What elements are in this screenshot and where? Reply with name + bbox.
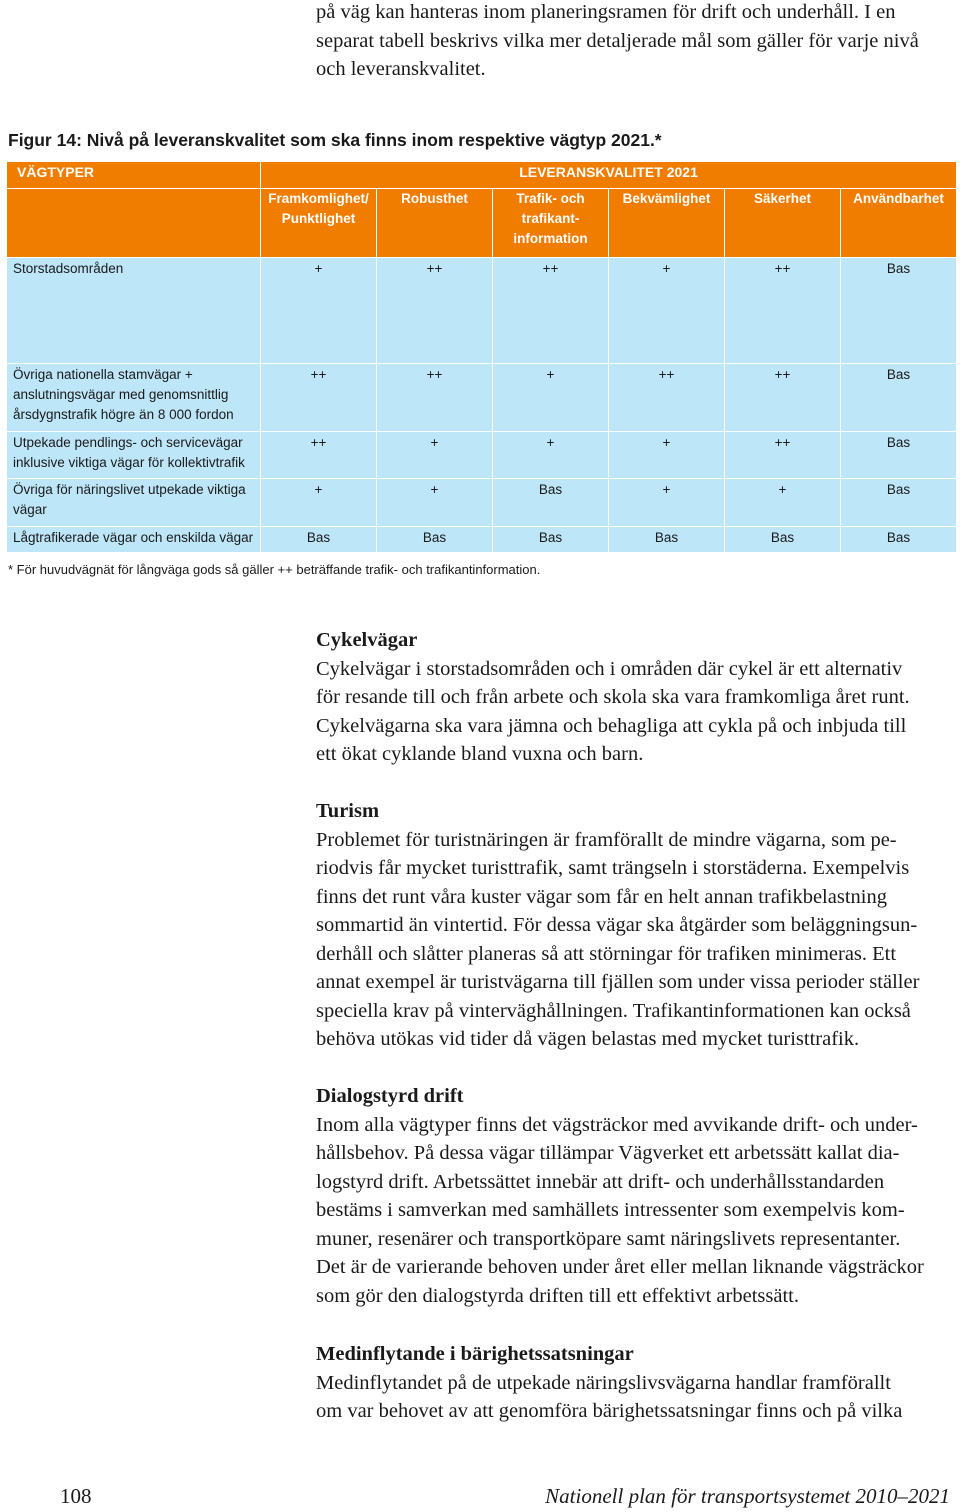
header-bekvamlighet [609, 189, 725, 258]
table-cell: ++ [725, 432, 841, 479]
table-cell: Bas [841, 527, 957, 553]
table-cell: Bas [261, 527, 377, 553]
section-body [316, 826, 960, 1054]
text-line: speciella krav på vinterväghållningen. Trafikantinformationen kan också [316, 999, 911, 1022]
section-turism [316, 797, 960, 1054]
text-line: Problemet för turistnäringen är framförallt de mindre vägarna, som pe- [316, 828, 897, 851]
table-cell: ++ [377, 258, 493, 364]
table-row [7, 527, 957, 553]
text-line: muner, resenärer och transportköpare samt näringslivets representanter. [316, 1227, 901, 1250]
section-heading: Medinflytande i bärighetssatsningar [316, 1343, 634, 1365]
table-cell: + [609, 432, 725, 479]
row-label-line: Utpekade pendlings- och servicevägar [13, 435, 243, 450]
section-heading: Dialogstyrd drift [316, 1085, 464, 1107]
row-label-line: Lågtrafikerade vägar och enskilda vägar [13, 530, 254, 545]
section-body [316, 655, 960, 769]
text-line: för resande till och från arbete och skola ska vara framkomliga året runt. [316, 686, 910, 708]
intro-paragraph [316, 0, 960, 84]
table-cell: Bas [609, 527, 725, 553]
section-heading: Cykelvägar [316, 629, 418, 651]
row-label-line: Övriga för näringslivet utpekade viktiga [13, 482, 246, 497]
row-label-line: Storstadsområden [13, 261, 124, 276]
header-line: Säkerhet [753, 191, 812, 206]
table-row [7, 479, 957, 527]
intro-line: separat tabell beskrivs vilka mer detaljerade mål som gäller för varje nivå [316, 29, 919, 52]
table-cell: + [493, 432, 609, 479]
header-line: information [513, 231, 588, 246]
text-line: hållsbehov. På dessa vägar tillämpar Vägverket ett arbetssätt kallat dia- [316, 1142, 900, 1164]
table-cell: + [725, 479, 841, 527]
section-medinflytande [316, 1340, 960, 1426]
header-line: Punktlighet [281, 211, 356, 226]
header-sakerhet [725, 189, 841, 258]
table-cell: ++ [725, 258, 841, 364]
table-cell: Bas [377, 527, 493, 553]
table-header-row [7, 162, 957, 189]
text-line: Medinflytandet på de utpekade näringslivsvägarna handlar framförallt [316, 1371, 891, 1394]
intro-line: på väg kan hanteras inom planeringsramen för drift och underhåll. I en [316, 1, 896, 23]
page-number: 108 [60, 1484, 92, 1508]
row-label-line: inklusive viktiga vägar för kollektivtrafik [13, 455, 245, 470]
text-line: Det är de varierande behoven under året eller mellan liknande vägsträckor [316, 1256, 924, 1278]
table-cell: + [261, 258, 377, 364]
running-footer-title: Nationell plan för transportsystemet 2010–2021 [545, 1484, 950, 1508]
row-label-line: vägar [13, 502, 47, 517]
row-label [7, 258, 261, 364]
text-line: behöva utökas vid tider då vägen belastas med mycket turisttrafik. [316, 1028, 860, 1050]
table-cell: Bas [841, 364, 957, 432]
text-line: derhåll och slåtter planeras så att störningar för trafiken minimeras. Ett [316, 942, 897, 965]
row-label [7, 479, 261, 527]
intro-line: och leveranskvalitet. [316, 58, 486, 80]
section-body [316, 1369, 960, 1426]
header-line: Robusthet [401, 191, 468, 206]
header-framkomlighet [261, 189, 377, 258]
table-row [7, 432, 957, 479]
text-line: sommartid än vintertid. För dessa vägar ska åtgärder som beläggningsun- [316, 914, 918, 936]
header-line: Användbarhet [853, 191, 944, 206]
table-cell: + [261, 479, 377, 527]
table-cell: + [493, 364, 609, 432]
table-cell: Bas [841, 258, 957, 364]
header-line: Trafik- och [516, 191, 585, 206]
header-anvandbarhet [841, 189, 957, 258]
table-cell: Bas [493, 527, 609, 553]
section-body [316, 1111, 960, 1311]
header-empty [7, 189, 261, 258]
text-line: Cykelvägar i storstadsområden och i områden där cykel är ett alternativ [316, 657, 903, 680]
text-line: Inom alla vägtyper finns det vägsträckor med avvikande drift- och under- [316, 1113, 918, 1136]
row-label-line: årsdygnstrafik högre än 8 000 fordon [13, 407, 234, 422]
header-line: trafikant- [521, 211, 580, 226]
table-cell: ++ [377, 364, 493, 432]
table-row [7, 258, 957, 364]
table-cell: ++ [493, 258, 609, 364]
table-cell: + [609, 258, 725, 364]
section-heading: Turism [316, 800, 380, 822]
text-line: bestäms i samverkan med samhällets intressenter som exempelvis kom- [316, 1199, 905, 1221]
figure-title: Figur 14: Nivå på leveranskvalitet som ska finns inom respektive vägtyp 2021.* [8, 130, 662, 150]
header-leveranskvalitet: LEVERANSKVALITET 2021 [261, 162, 957, 189]
table-cell: Bas [725, 527, 841, 553]
header-vagtyper: VÄGTYPER [7, 162, 261, 189]
table-subheader-row [7, 189, 957, 258]
table-cell: ++ [261, 364, 377, 432]
text-line: Cykelvägarna ska vara jämna och behagliga att cykla på och inbjuda till [316, 714, 907, 737]
text-line: annat exempel är turistvägarna till fjällen som under vissa perioder ställer [316, 971, 920, 993]
table-cell: + [377, 432, 493, 479]
row-label [7, 364, 261, 432]
row-label [7, 432, 261, 479]
table-row [7, 364, 957, 432]
table-cell: ++ [261, 432, 377, 479]
header-trafikinformation [493, 189, 609, 258]
text-line: ett ökat cyklande bland vuxna och barn. [316, 743, 644, 765]
row-label [7, 527, 261, 553]
table-cell: ++ [609, 364, 725, 432]
text-line: logstyrd drift. Arbetssättet innebär att drift- och underhållsstandarden [316, 1170, 885, 1193]
table-cell: Bas [841, 432, 957, 479]
header-line: Bekvämlighet [622, 191, 711, 206]
row-label-line: anslutningsvägar med genomsnittlig [13, 387, 229, 402]
table-cell: Bas [841, 479, 957, 527]
section-cykelvagar [316, 626, 960, 769]
quality-table [6, 161, 957, 553]
text-line: som gör den dialogstyrda driften till ett effektivt arbetssätt. [316, 1284, 799, 1307]
text-line: riodvis får mycket turisttrafik, samt trängseln i storstäderna. Exempelvis [316, 857, 910, 879]
header-robusthet [377, 189, 493, 258]
table-footnote: * För huvudvägnät för långväga gods så gäller ++ beträffande trafik- och trafikantinformation. [8, 562, 541, 577]
table-cell: Bas [493, 479, 609, 527]
row-label-line: Övriga nationella stamvägar + [13, 367, 193, 382]
table-cell: + [377, 479, 493, 527]
table-cell: ++ [725, 364, 841, 432]
text-line: om var behovet av att genomföra bärighetssatsningar finns och på vilka [316, 1400, 903, 1422]
text-line: finns det runt våra kuster vägar som får en helt annan trafikbelastning [316, 885, 887, 908]
header-line: Framkomlighet/ [268, 191, 369, 206]
section-dialogstyrd-drift [316, 1082, 960, 1310]
table-cell: + [609, 479, 725, 527]
